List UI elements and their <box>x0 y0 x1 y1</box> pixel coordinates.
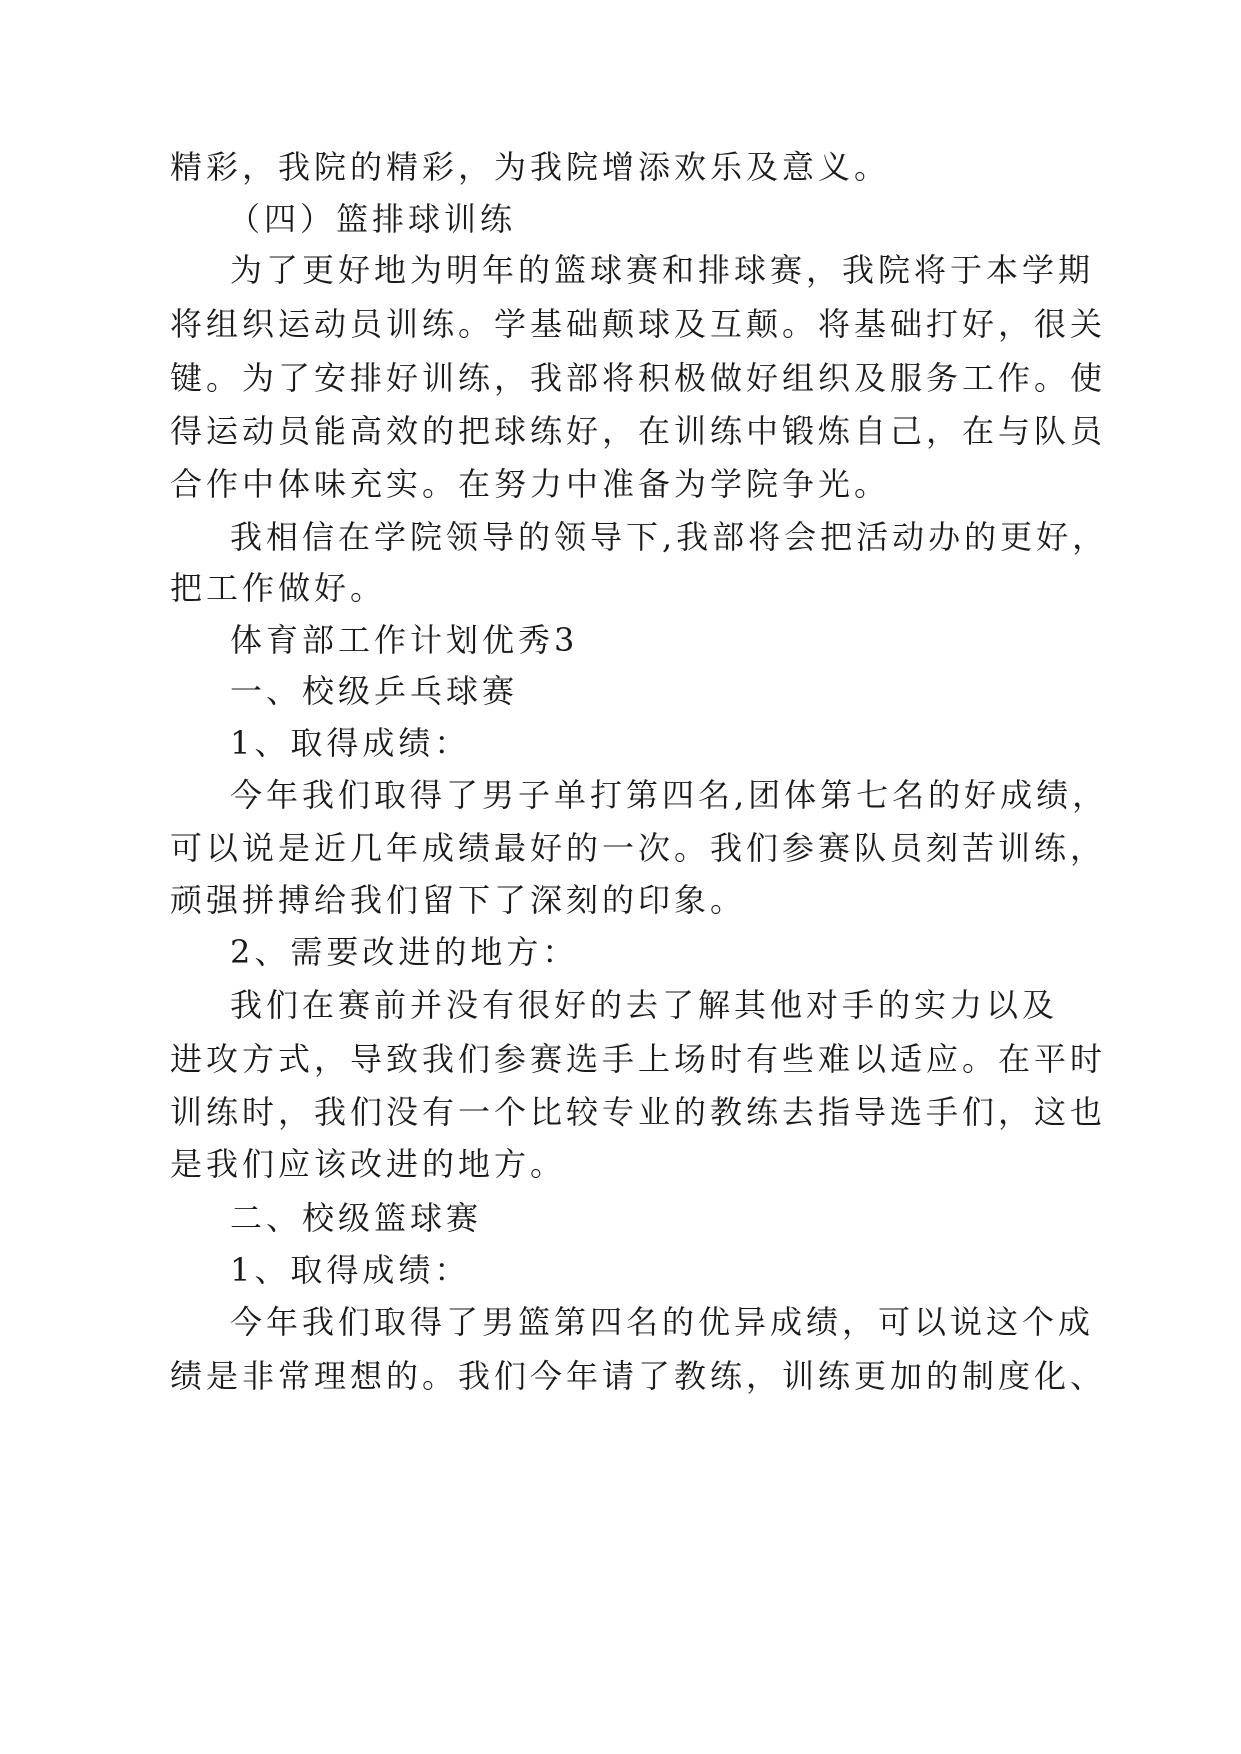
subsection-heading: 1、取得成绩： <box>230 1251 471 1289</box>
subsection-heading: 1、取得成绩： <box>230 724 471 762</box>
text-line: 我们在赛前并没有很好的去了解其他对手的实力以及 <box>230 986 1059 1024</box>
text-line: 训练时，我们没有一个比较专业的教练去指导选手们，这也 <box>170 1093 1107 1131</box>
text-line: 合作中体味充实。在努力中准备为学院争光。 <box>170 465 891 503</box>
section-heading: （四）篮排球训练 <box>228 200 517 238</box>
text-line: 我相信在学院领导的领导下,我部将会把活动办的更好， <box>230 518 1109 556</box>
text-line: 可以说是近几年成绩最好的一次。我们参赛队员刻苦训练， <box>170 829 1107 867</box>
text-line: 精彩，我院的精彩，为我院增添欢乐及意义。 <box>170 148 891 186</box>
text-line: 今年我们取得了男子单打第四名,团体第七名的好成绩， <box>230 776 1109 814</box>
text-line: 把工作做好。 <box>170 569 387 607</box>
text-line: 为了更好地为明年的篮球赛和排球赛，我院将于本学期 <box>230 251 1095 289</box>
text-line: 顽强拼搏给我们留下了深刻的印象。 <box>170 881 747 919</box>
section-title: 体育部工作计划优秀3 <box>230 621 579 659</box>
subsection-heading: 2、需要改进的地方： <box>230 933 579 971</box>
text-line: 进攻方式，导致我们参赛选手上场时有些难以适应。在平时 <box>170 1040 1107 1078</box>
text-line: 将组织运动员训练。学基础颠球及互颠。将基础打好，很关 <box>170 305 1107 343</box>
text-line: 今年我们取得了男篮第四名的优异成绩，可以说这个成 <box>230 1303 1095 1341</box>
text-line: 是我们应该改进的地方。 <box>170 1145 567 1183</box>
section-heading: 二、校级篮球赛 <box>230 1199 483 1237</box>
text-line: 得运动员能高效的把球练好，在训练中锻炼自己，在与队员 <box>170 412 1107 450</box>
text-line: 键。为了安排好训练，我部将积极做好组织及服务工作。使 <box>170 359 1107 397</box>
text-line: 绩是非常理想的。我们今年请了教练，训练更加的制度化、 <box>170 1357 1107 1395</box>
section-heading: 一、校级乒乓球赛 <box>230 672 519 710</box>
